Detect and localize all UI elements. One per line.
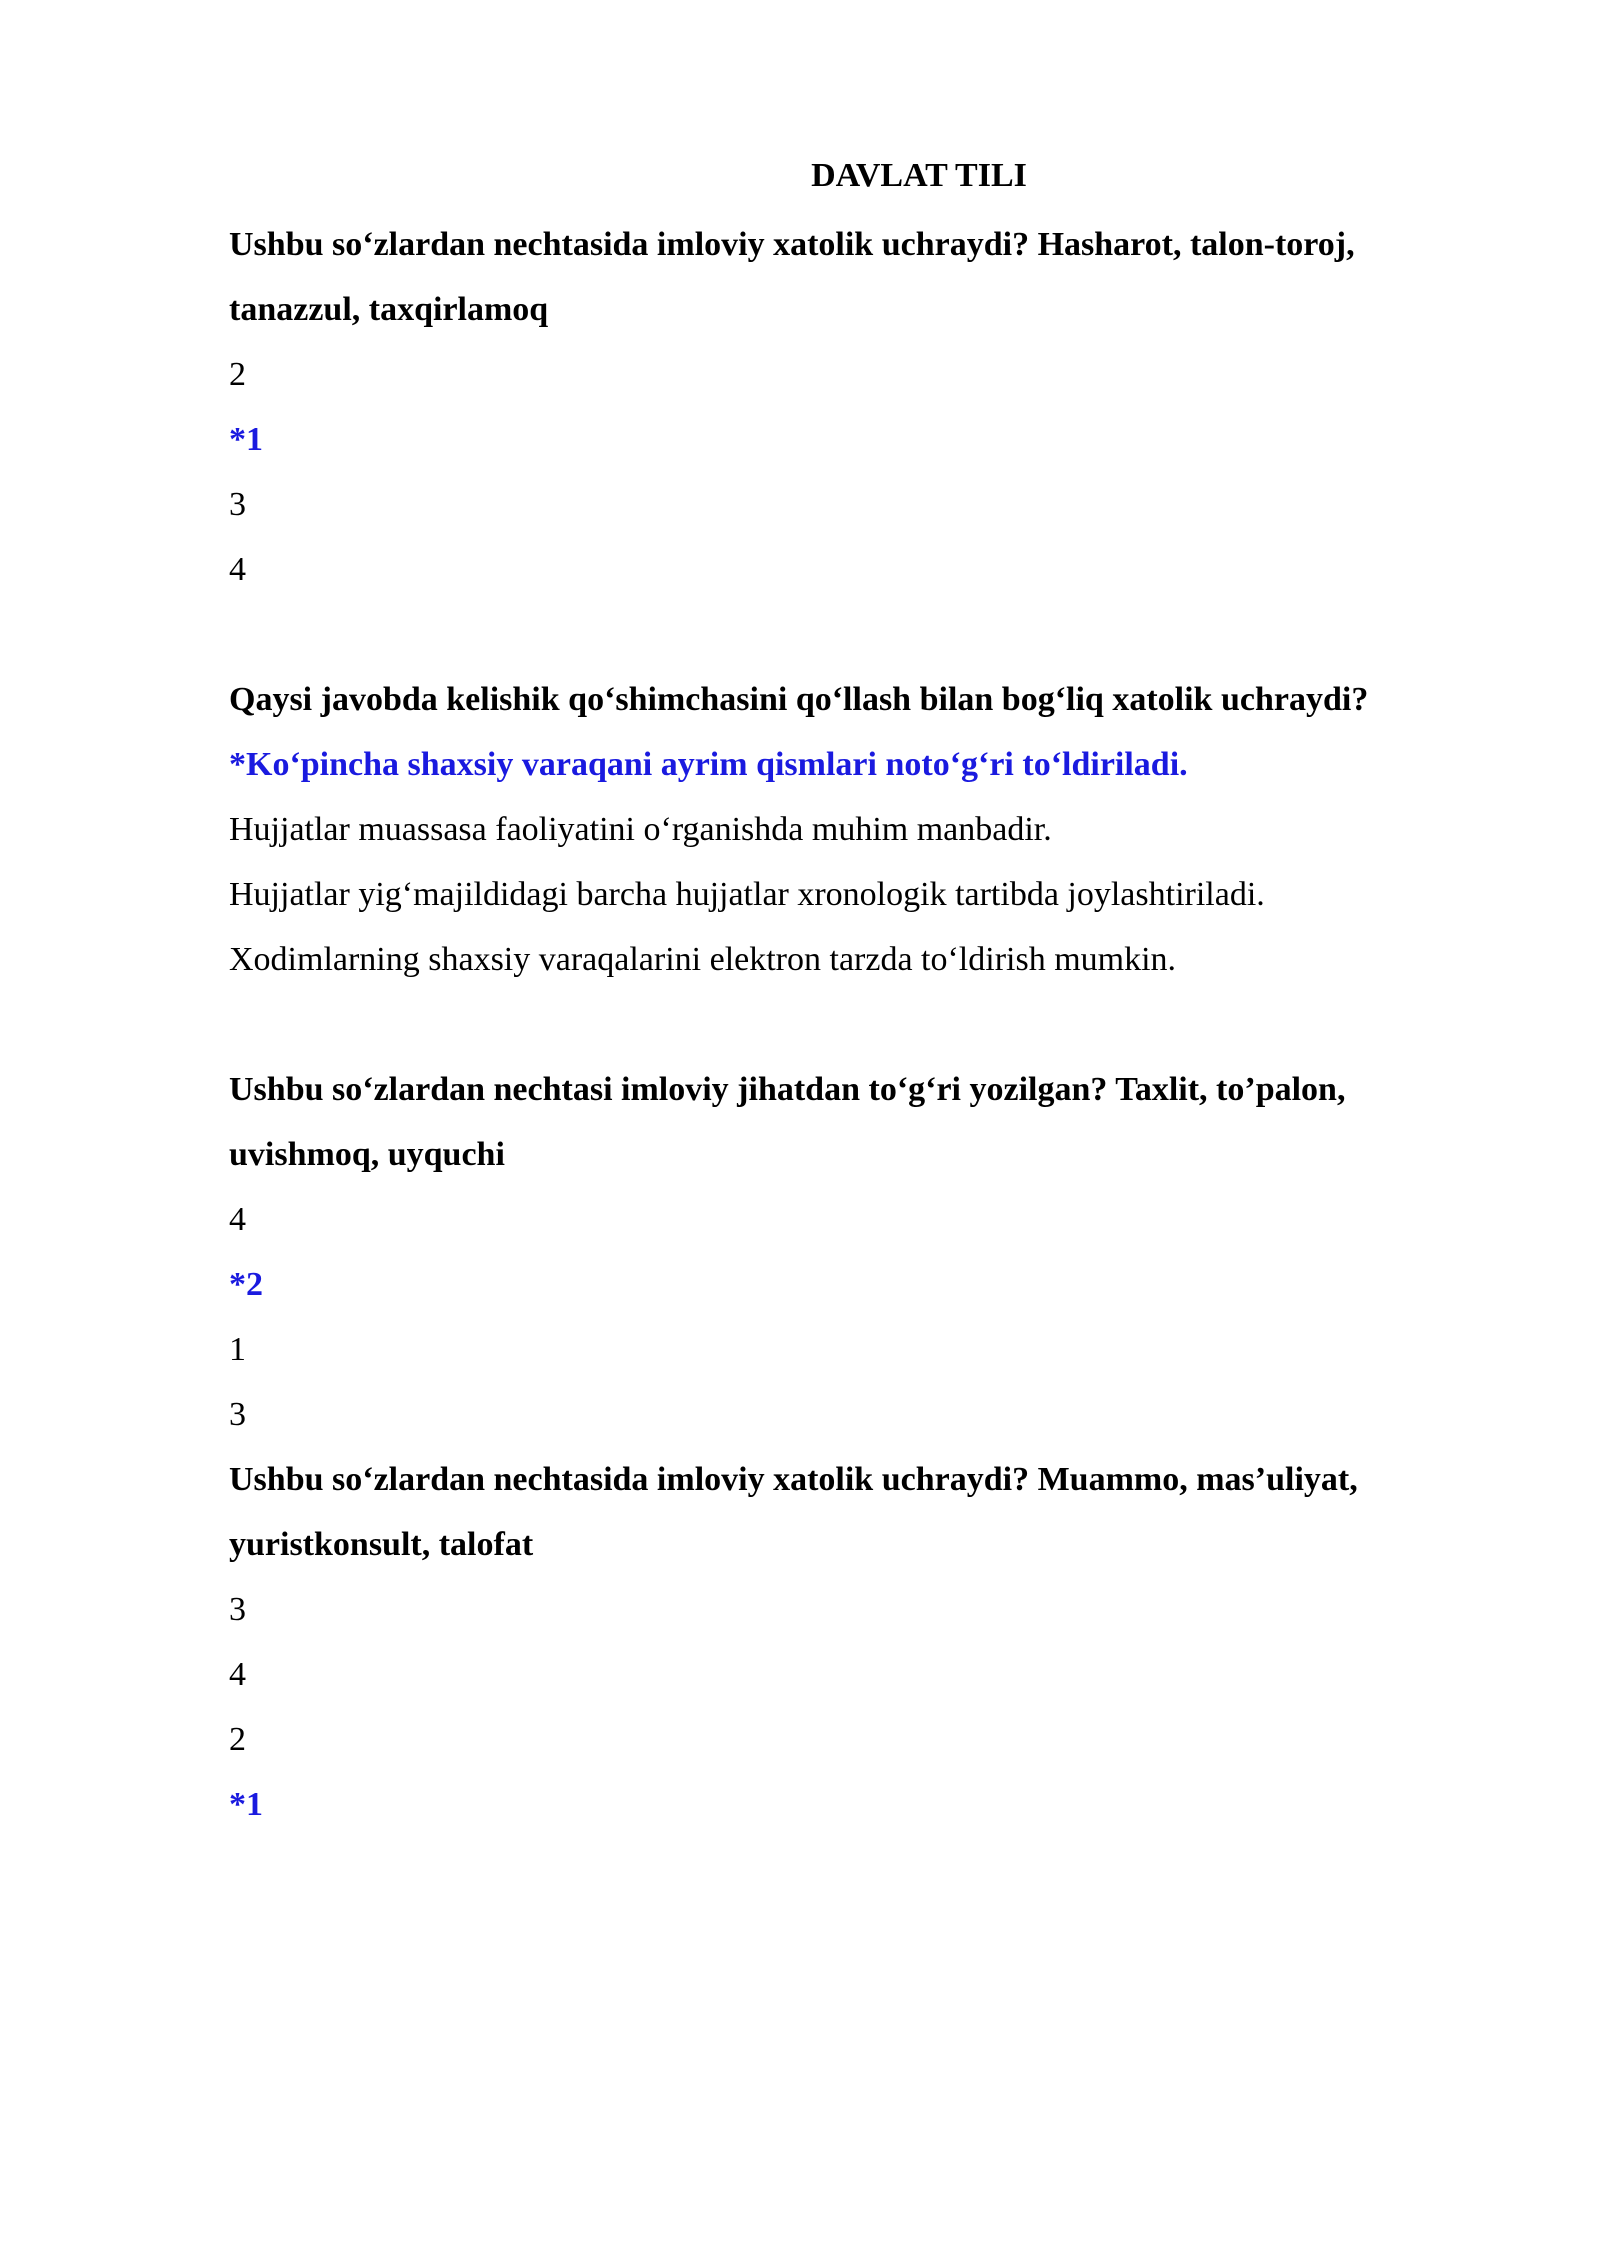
answer-option: 4 bbox=[229, 1656, 246, 1693]
answer-option: 4 bbox=[229, 1201, 246, 1238]
question-text: Ushbu so‘zlardan nechtasida imloviy xatolik uchraydi? Muammo, mas’uliyat, yuristkonsult, talofat bbox=[229, 1461, 1358, 1563]
correct-answer-option: *Ko‘pincha shaxsiy varaqani ayrim qismlari noto‘g‘ri to‘ldiriladi. bbox=[229, 746, 1188, 783]
answer-option: 2 bbox=[229, 356, 246, 393]
correct-answer-option: *1 bbox=[229, 1786, 263, 1823]
question-block-1 bbox=[229, 212, 1489, 602]
answer-option: 3 bbox=[229, 486, 246, 523]
question-block-2 bbox=[229, 667, 1489, 992]
answer-option: 3 bbox=[229, 1396, 246, 1433]
answer-option: 3 bbox=[229, 1591, 246, 1628]
question-block-4 bbox=[229, 1447, 1489, 1837]
answer-option: 1 bbox=[229, 1331, 246, 1368]
correct-answer-option: *2 bbox=[229, 1266, 263, 1303]
answer-option: Hujjatlar yig‘majildidagi barcha hujjatlar xronologik tartibda joylashtiriladi. bbox=[229, 876, 1265, 913]
question-text: Qaysi javobda kelishik qo‘shimchasini qo‘llash bilan bog‘liq xatolik uchraydi? bbox=[229, 681, 1369, 718]
spacer bbox=[229, 602, 1489, 667]
answer-option: 4 bbox=[229, 551, 246, 588]
correct-answer-option: *1 bbox=[229, 421, 263, 458]
spacer bbox=[229, 992, 1489, 1057]
answer-options bbox=[229, 1187, 1489, 1447]
answer-options bbox=[229, 342, 1489, 602]
answer-options bbox=[229, 1577, 1489, 1837]
answer-option: Hujjatlar muassasa faoliyatini o‘rganishda muhim manbadir. bbox=[229, 811, 1052, 848]
question-block-3 bbox=[229, 1057, 1489, 1447]
document-title: DAVLAT TILI bbox=[811, 157, 1027, 194]
answer-option: 2 bbox=[229, 1721, 246, 1758]
document-page bbox=[229, 150, 1489, 1837]
question-text: Ushbu so‘zlardan nechtasida imloviy xatolik uchraydi? Hasharot, talon-toroj, tanazzul, taxqirlamoq bbox=[229, 226, 1355, 328]
answer-option: Xodimlarning shaxsiy varaqalarini elektron tarzda to‘ldirish mumkin. bbox=[229, 941, 1177, 978]
answer-options bbox=[229, 732, 1489, 992]
question-text: Ushbu so‘zlardan nechtasi imloviy jihatdan to‘g‘ri yozilgan? Taxlit, to’palon, uvishmoq, uyquchi bbox=[229, 1071, 1346, 1173]
